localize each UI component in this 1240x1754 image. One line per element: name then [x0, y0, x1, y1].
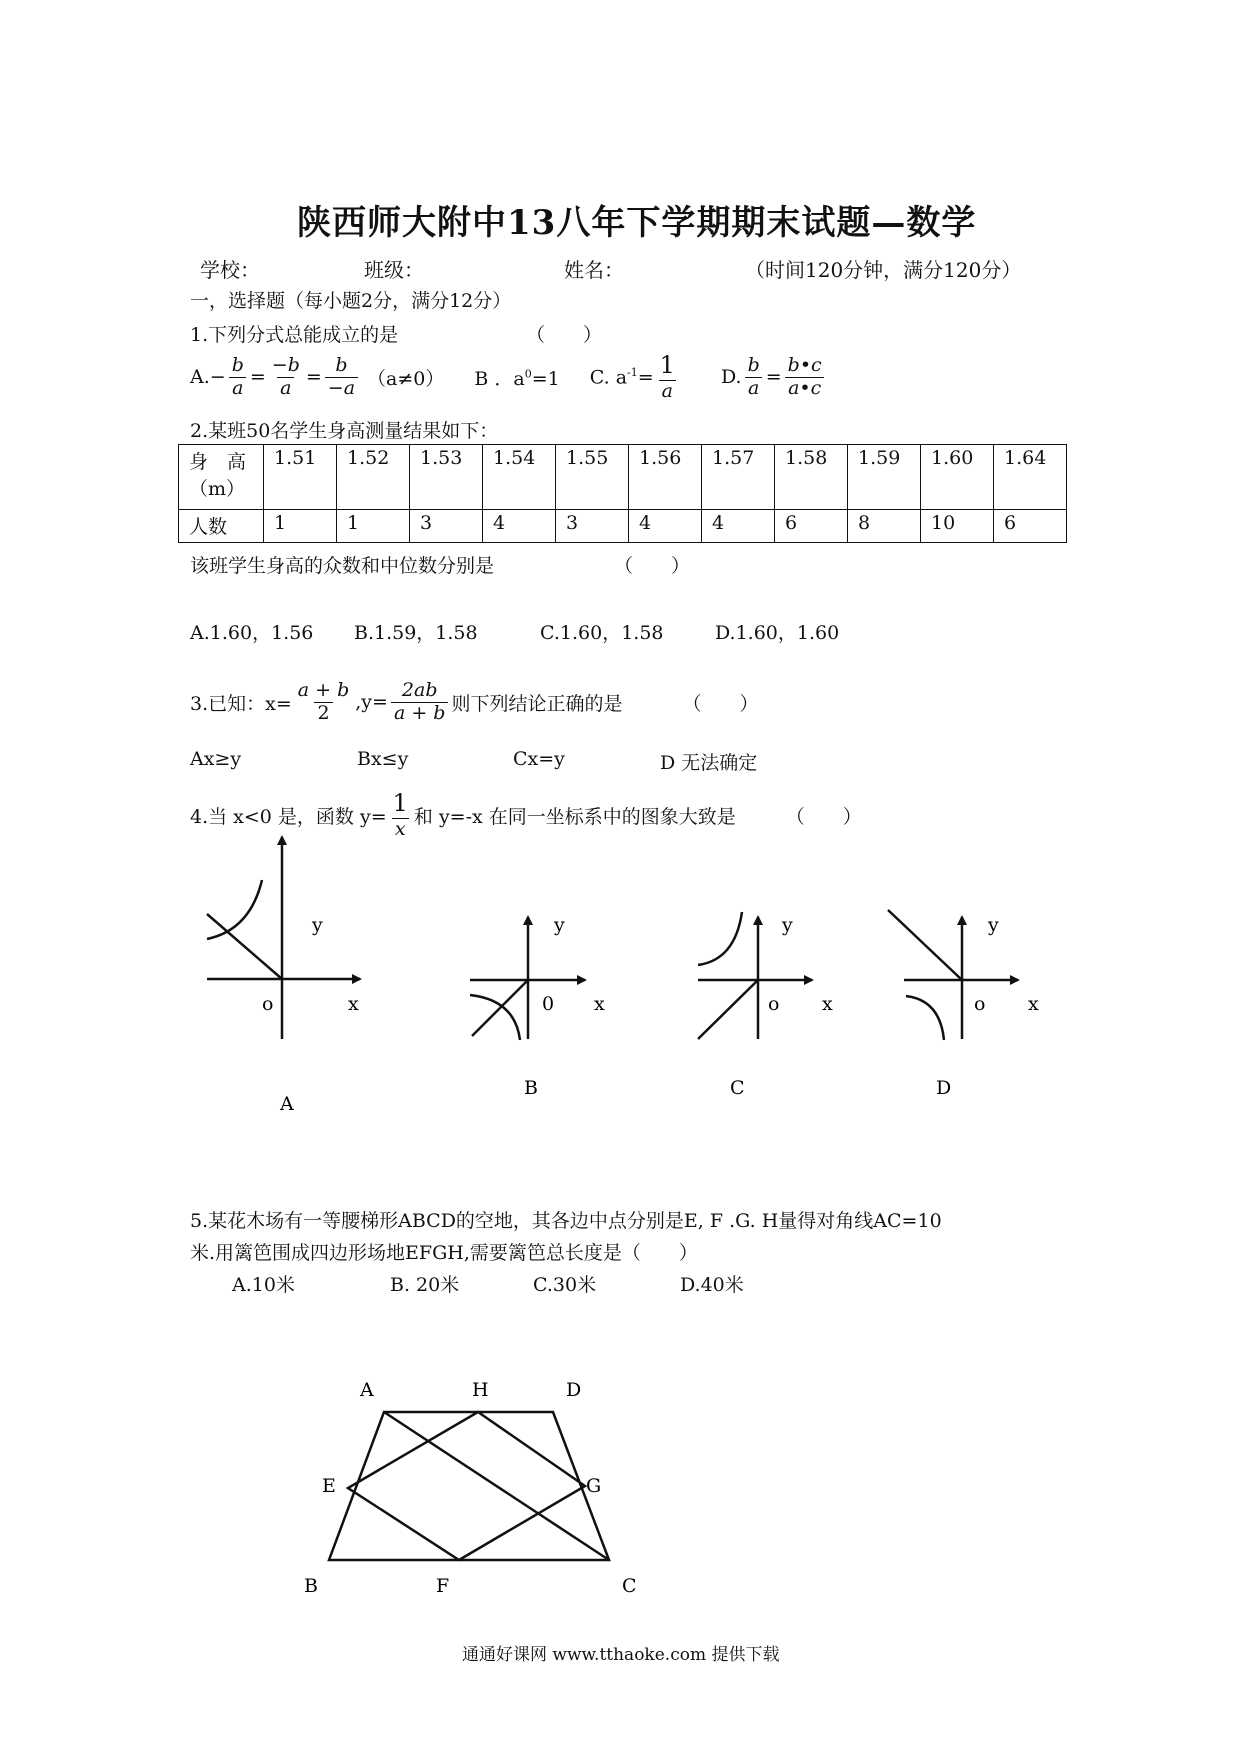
vertex-h: H [472, 1379, 489, 1401]
table-cell-height: 1.51 [264, 445, 337, 510]
q3-option-c: Cx=y [513, 748, 565, 770]
line-y-neg-x [472, 980, 528, 1036]
q3-x-frac: $\frac{a + b}{2}$ [297, 679, 350, 724]
graph-b [470, 917, 585, 1040]
graph-b-y-label: y [554, 914, 565, 936]
q1-d-frac1: $\frac{b}{a}$ [745, 355, 763, 400]
q1-option-b: B ．$a^0=1$ [474, 367, 560, 390]
line-y-neg-x [888, 910, 962, 980]
equals-sign: = [305, 366, 322, 389]
vertex-e: E [322, 1475, 336, 1497]
graph-d-label: D [936, 1077, 952, 1099]
trapezoid-figure [329, 1412, 609, 1560]
q3-answer-paren: （ ） [682, 692, 759, 715]
graph-c [698, 912, 812, 1039]
q1-option-a-prefix: A.− [190, 366, 226, 389]
table-cell-count: 4 [629, 510, 702, 543]
graph-c-origin: o [768, 993, 780, 1015]
table-cell-count: 10 [921, 510, 994, 543]
q1-option-c: C. $a^{-1}=$ [589, 366, 654, 389]
q2-option-b: B.1.59，1.58 [354, 622, 478, 644]
graph-c-label: C [730, 1077, 745, 1099]
graph-d-origin: o [974, 993, 986, 1015]
q2-option-c: C.1.60，1.58 [540, 622, 664, 644]
name-label: 姓名： [564, 258, 624, 282]
q1-option-d: D. [720, 366, 742, 389]
school-label: 学校： [200, 258, 260, 282]
q3-y-frac: $\frac{2ab}{a + b}$ [391, 680, 449, 725]
graph-a-y-label: y [312, 914, 323, 936]
q3-option-d: D 无法确定 [660, 752, 758, 774]
table-row-label-count: 人数 [179, 510, 264, 543]
q2-option-d: D.1.60，1.60 [715, 622, 840, 644]
section-heading: 一，选择题（每小题2分，满分12分） [190, 290, 512, 312]
equals-sign: = [765, 366, 782, 389]
graph-d-y-label: y [988, 914, 999, 936]
table-cell-height: 1.58 [775, 445, 848, 510]
vertex-d: D [566, 1379, 582, 1401]
hyperbola-curve [906, 996, 944, 1040]
q5-option-b: B. 20米 [390, 1274, 460, 1296]
table-cell-height: 1.52 [337, 445, 410, 510]
trapezoid-abcd [329, 1412, 609, 1560]
table-cell-height: 1.53 [410, 445, 483, 510]
q2-option-a: A.1.60，1.56 [190, 622, 314, 644]
table-cell-count: 8 [848, 510, 921, 543]
table-cell-count: 1 [264, 510, 337, 543]
table-cell-height: 1.56 [629, 445, 702, 510]
q2-stem: 2.某班50名学生身高测量结果如下： [190, 420, 499, 442]
page-title: 陕西师大附中13八年下学期期末试题—数学 [297, 203, 977, 243]
hyperbola-curve [470, 995, 520, 1040]
q1-a-frac1: $\frac{b}{a}$ [229, 355, 247, 400]
q1-stem: 1.下列分式总能成立的是 [190, 324, 399, 346]
vertex-f: F [436, 1575, 450, 1597]
q3-mid: ,y= [355, 691, 388, 714]
table-cell-height: 1.54 [483, 445, 556, 510]
vertex-a: A [360, 1379, 374, 1401]
line-y-neg-x [207, 914, 282, 979]
equals-sign: = [249, 366, 266, 389]
q3-option-b: Bx≤y [357, 748, 409, 770]
vertex-g: G [586, 1475, 602, 1497]
q4-frac: $\frac{1}{x}$ [392, 789, 408, 840]
graph-c-y-label: y [782, 914, 793, 936]
line-y-neg-x [698, 980, 758, 1039]
table-cell-count: 3 [556, 510, 629, 543]
graph-b-origin: 0 [542, 993, 555, 1015]
q1-d-frac2: $\frac{b•c}{a•c}$ [785, 355, 825, 400]
hyperbola-curve [698, 912, 742, 965]
footer-credit: 通通好课网 www.tthaoke.com 提供下载 [462, 1645, 780, 1665]
q2-answer-paren: （ ） [614, 555, 691, 577]
q3-suffix: 则下列结论正确的是 [451, 692, 623, 715]
table-cell-height: 1.57 [702, 445, 775, 510]
q1-a-frac3: $\frac{b}{-a}$ [325, 355, 358, 400]
q5-option-c: C.30米 [533, 1274, 597, 1296]
graph-b-x-label: x [594, 993, 605, 1015]
graph-a-label: A [280, 1093, 294, 1115]
table-cell-height: 1.60 [921, 445, 994, 510]
table-row-label-height: 身 高（m） [179, 445, 264, 510]
graph-b-label: B [524, 1077, 538, 1099]
hyperbola-curve [207, 880, 262, 939]
vertex-b: B [304, 1575, 318, 1597]
q1-c-frac: $\frac{1}{a}$ [659, 351, 675, 402]
q5-line2: 米.用篱笆围成四边形场地EFGH,需要篱笆总长度是（ ） [190, 1242, 698, 1264]
graph-d-x-label: x [1028, 993, 1039, 1015]
table-cell-count: 3 [410, 510, 483, 543]
table-cell-count: 4 [702, 510, 775, 543]
q5-line1: 5.某花木场有一等腰梯形ABCD的空地，其各边中点分别是E, F .G. H量得对角线AC=10 [190, 1210, 942, 1232]
table-cell-count: 6 [994, 510, 1067, 543]
q4-answer-paren: （ ） [785, 805, 862, 828]
quadrilateral-efgh [348, 1412, 585, 1560]
q3-option-a: Ax≥y [190, 748, 242, 770]
table-cell-count: 6 [775, 510, 848, 543]
graph-c-x-label: x [822, 993, 833, 1015]
table-cell-count: 4 [483, 510, 556, 543]
time-info: （时间120分钟，满分120分） [745, 258, 1022, 282]
table-cell-count: 1 [337, 510, 410, 543]
q2-question: 该班学生身高的众数和中位数分别是 [190, 555, 495, 577]
q4-suffix: 和 y=-x 在同一坐标系中的图象大致是 [413, 805, 736, 828]
vertex-c: C [622, 1575, 637, 1597]
q5-option-a: A.10米 [232, 1274, 295, 1296]
q1-answer-paren: （ ） [526, 324, 603, 346]
q5-option-d: D.40米 [680, 1274, 744, 1296]
q1-a-frac2: $\frac{-b}{a}$ [271, 353, 300, 399]
graph-a-x-label: x [348, 993, 359, 1015]
q1-a-condition: （a≠0） [367, 367, 445, 390]
graph-a-origin: o [262, 993, 274, 1015]
table-cell-height: 1.55 [556, 445, 629, 510]
q4-prefix: 4.当 x<0 是，函数 y= [190, 805, 387, 828]
class-label: 班级： [364, 258, 424, 282]
table-cell-height: 1.59 [848, 445, 921, 510]
q3-prefix: 3.已知：x= [190, 692, 292, 715]
table-cell-height: 1.64 [994, 445, 1067, 510]
graph-a [207, 837, 360, 1039]
